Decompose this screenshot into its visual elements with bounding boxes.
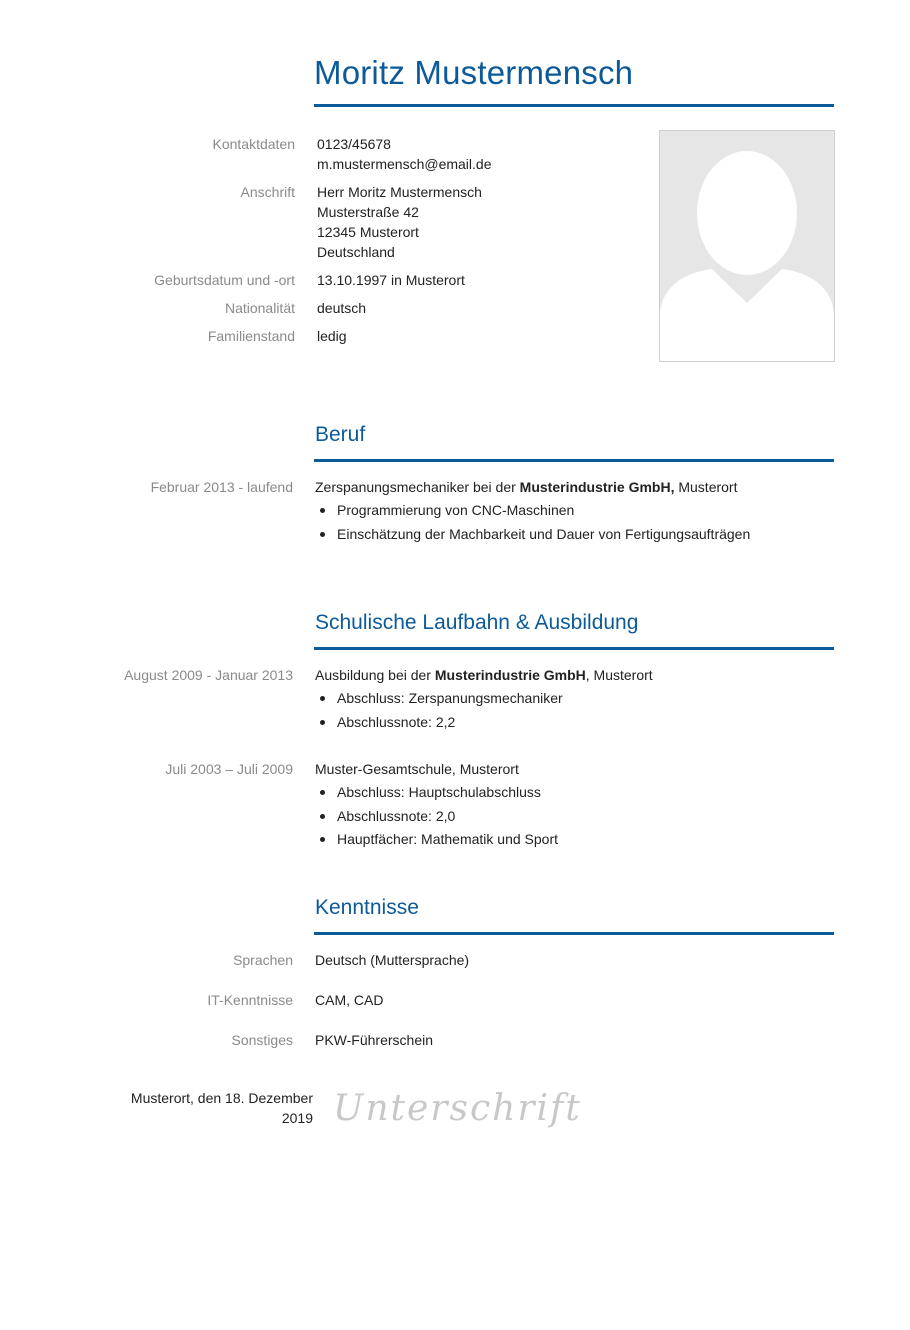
- education-rule: [314, 647, 834, 650]
- address-line-3: 12345 Musterort: [317, 224, 419, 240]
- address-line-1: Herr Moritz Mustermensch: [317, 184, 482, 200]
- header-rule: [314, 104, 834, 107]
- skills-label-it: IT-Kenntnisse: [207, 992, 293, 1008]
- education-headline-2: Muster-Gesamtschule, Musterort: [315, 761, 519, 777]
- skills-rule: [314, 932, 834, 935]
- section-title-education: Schulische Laufbahn & Ausbildung: [315, 611, 639, 634]
- education-company: Musterindustrie GmbH: [434, 667, 586, 683]
- career-period: Februar 2013 - laufend: [150, 479, 293, 495]
- skills-value-it: CAM, CAD: [315, 992, 384, 1008]
- birth-value: 13.10.1997 in Musterort: [317, 272, 465, 288]
- nationality-label: Nationalität: [224, 300, 295, 316]
- education-period-2: Juli 2003 – Juli 2009: [165, 761, 293, 777]
- section-title-skills: Kenntnisse: [315, 896, 419, 919]
- section-title-career: Beruf: [315, 423, 366, 446]
- contact-label: Kontaktdaten: [212, 136, 295, 152]
- email-value: m.mustermensch@email.de: [317, 156, 492, 172]
- place-date: [113, 1088, 313, 1128]
- education-headline-1: Ausbildung bei der Musterindustrie GmbH, Musterort: [315, 667, 653, 683]
- person-silhouette-icon: [660, 131, 834, 361]
- list-item: Abschlussnote: 2,0: [315, 805, 558, 829]
- address-line-2: Musterstraße 42: [317, 204, 419, 220]
- career-bullets: [315, 499, 750, 546]
- phone-value: 0123/45678: [317, 136, 391, 152]
- list-item: Programmierung von CNC-Maschinen: [315, 499, 750, 523]
- skills-value-languages: Deutsch (Muttersprache): [315, 952, 470, 968]
- address-line-4: Deutschland: [317, 244, 395, 260]
- list-item: Hauptfächer: Mathematik und Sport: [315, 828, 558, 852]
- place-date-line-1: Musterort, den 18. Dezember: [130, 1090, 313, 1106]
- profile-photo-placeholder: [659, 130, 835, 362]
- skills-value-other: PKW-Führerschein: [315, 1032, 434, 1048]
- education-bullets-1: [315, 687, 563, 734]
- education-period-1: August 2009 - Januar 2013: [124, 667, 293, 683]
- birth-label: Geburtsdatum und -ort: [154, 272, 295, 288]
- nationality-value: deutsch: [317, 300, 367, 316]
- skills-label-languages: Sprachen: [233, 952, 293, 968]
- signature: Unterschrift: [333, 1088, 582, 1129]
- place-date-line-2: 2019: [281, 1110, 313, 1126]
- career-company: Musterindustrie GmbH,: [519, 479, 675, 495]
- marital-label: Familienstand: [207, 328, 295, 344]
- list-item: Abschlussnote: 2,2: [315, 711, 563, 735]
- cv-name: Moritz Mustermensch: [314, 54, 634, 91]
- marital-value: ledig: [317, 328, 347, 344]
- list-item: Abschluss: Hauptschulabschluss: [315, 781, 558, 805]
- skills-label-other: Sonstiges: [231, 1032, 293, 1048]
- list-item: Abschluss: Zerspanungsmechaniker: [315, 687, 563, 711]
- career-rule: [314, 459, 834, 462]
- education-bullets-2: [315, 781, 558, 852]
- career-headline: Zerspanungsmechaniker bei der Musterindustrie GmbH, Musterort: [315, 479, 738, 495]
- list-item: Einschätzung der Machbarkeit und Dauer von Fertigungsaufträgen: [315, 523, 750, 547]
- address-label: Anschrift: [240, 184, 295, 200]
